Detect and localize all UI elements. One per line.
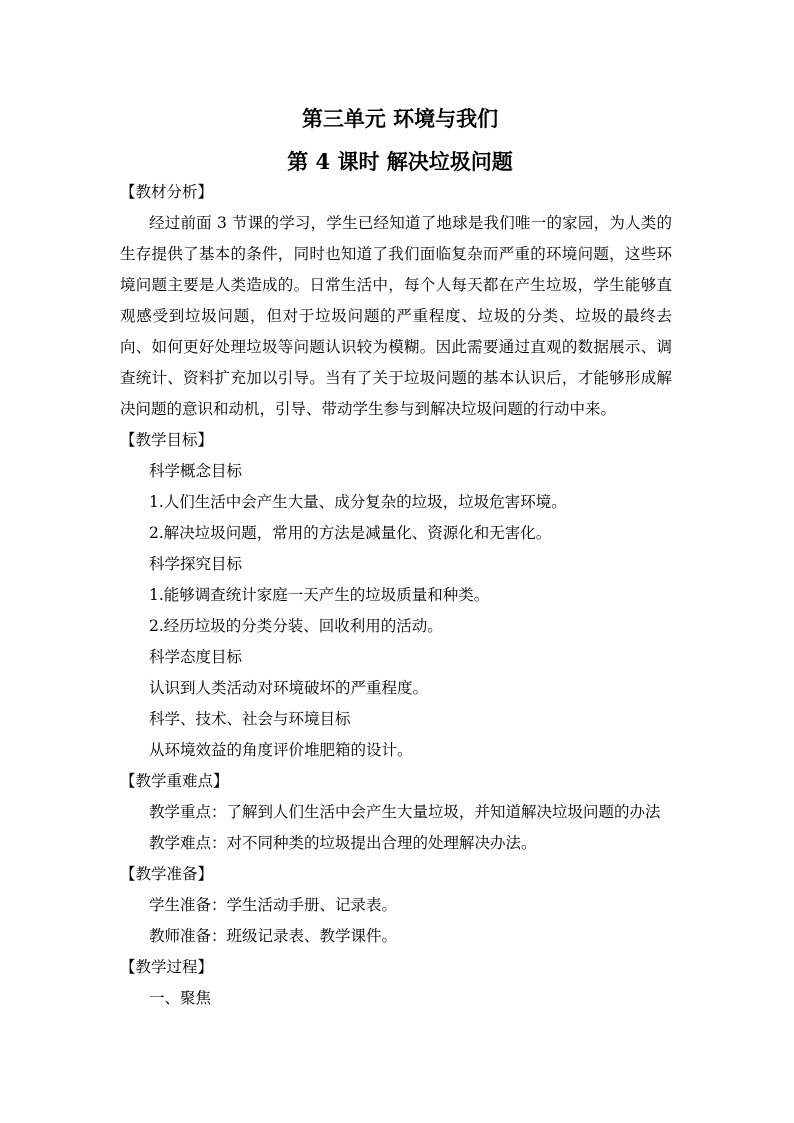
unit-title: 第三单元 环境与我们 xyxy=(301,106,499,131)
stse-goal-item-1: 从环境效益的角度评价堆肥箱的设计。 xyxy=(149,741,413,759)
concept-goal-item-1: 1.人们生活中会产生大量、成分复杂的垃圾，垃圾危害环境。 xyxy=(149,493,567,511)
inquiry-goal-title: 科学探究目标 xyxy=(149,555,243,573)
concept-goal-title: 科学概念目标 xyxy=(149,462,243,480)
attitude-goal-title: 科学态度目标 xyxy=(149,648,243,666)
inquiry-goal-item-2: 2.经历垃圾的分类分装、回收利用的活动。 xyxy=(149,617,443,635)
stse-goal-title: 科学、技术、社会与环境目标 xyxy=(149,710,351,728)
section-heading-goals: 【教学目标】 xyxy=(120,431,214,449)
teaching-difficult-point: 教学难点：对不同种类的垃圾提出合理的处理解决办法。 xyxy=(149,834,537,852)
student-preparation: 学生准备：学生活动手册、记录表。 xyxy=(149,896,398,914)
section-heading-preparation: 【教学准备】 xyxy=(120,865,214,883)
inquiry-goal-item-1: 1.能够调查统计家庭一天产生的垃圾质量和种类。 xyxy=(149,586,490,604)
process-step-1: 一、聚焦 xyxy=(149,989,212,1007)
document-content xyxy=(120,103,680,1014)
attitude-goal-item-1: 认识到人类活动对环境破坏的严重程度。 xyxy=(149,679,429,697)
teaching-key-point: 教学重点：了解到人们生活中会产生大量垃圾，并知道解决垃圾问题的办法 xyxy=(149,803,661,821)
section-heading-key-points: 【教学重难点】 xyxy=(120,772,229,790)
section-heading-process: 【教学过程】 xyxy=(120,958,214,976)
teacher-preparation: 教师准备：班级记录表、教学课件。 xyxy=(149,927,398,945)
section-heading-analysis: 【教材分析】 xyxy=(120,183,214,201)
lesson-title: 第 4 课时 解决垃圾问题 xyxy=(287,149,513,174)
concept-goal-item-2: 2.解决垃圾问题，常用的方法是减量化、资源化和无害化。 xyxy=(149,524,552,542)
analysis-paragraph: 经过前面 3 节课的学习，学生已经知道了地球是我们唯一的家园，为人类的生存提供了基本的条件，同时也知道了我们面临复杂而严重的环境问题，这些环境问题主要是人类造成的。日常生活中，每个人每天都在产生垃圾，学生能够直观感受到垃圾问题，但对于垃圾问题的严重程度、垃圾的分类、垃圾的最终去向、如何更好处理垃圾等问题认识较为模糊。因此需要通过直观的数据展示、调查统计、资料扩充加以引导。当有了关于垃圾问题的基本认识后，才能够形成解决问题的意识和动机，引导、带动学生参与到解决垃圾问题的行动中来。 xyxy=(120,214,672,418)
